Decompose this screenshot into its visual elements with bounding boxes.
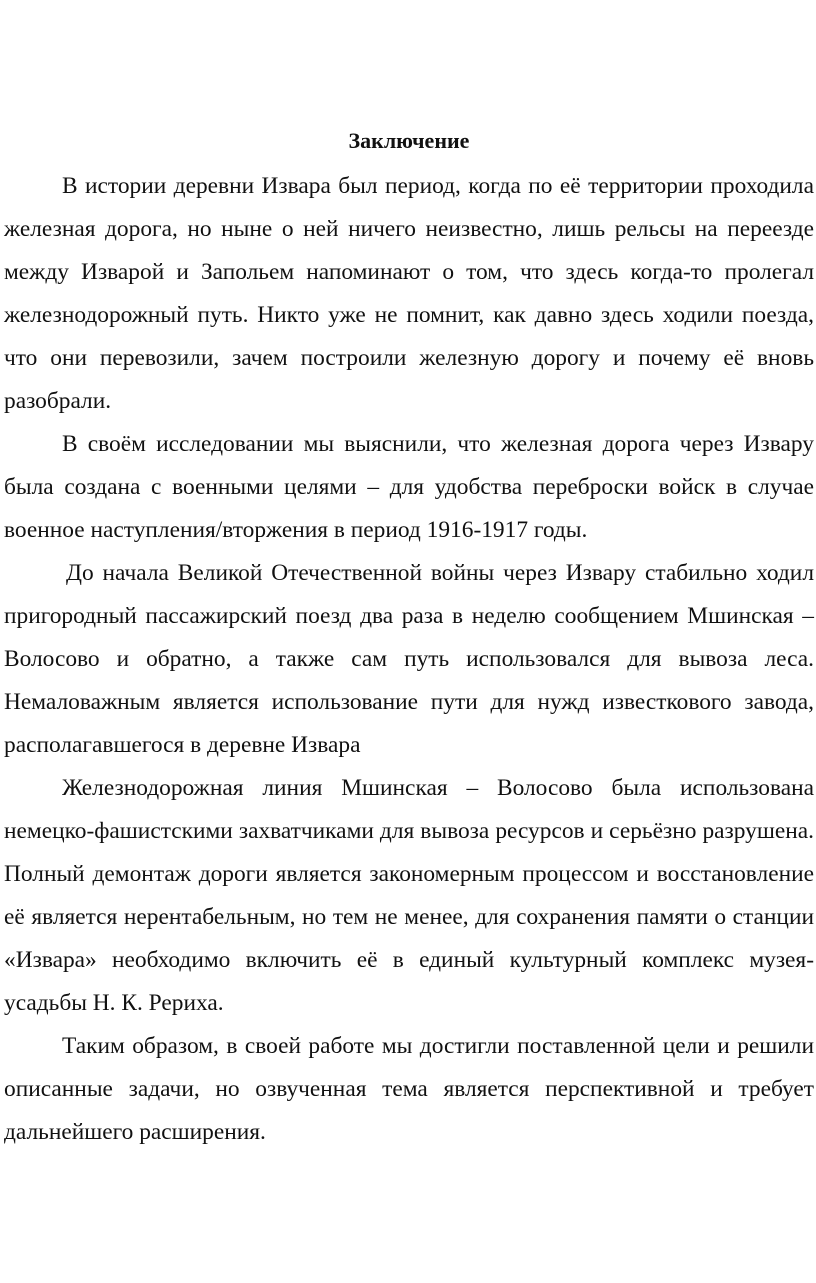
paragraph-5: Таким образом, в своей работе мы достигли поставленной цели и решили описанные задачи, но озвученная тема является перспективной и требует дальнейшего расширения. bbox=[4, 1033, 814, 1145]
paragraph-2: В своём исследовании мы выяснили, что железная дорога через Извару была создана с военными целями – для удобства переброски войск в случае военное наступления/вторжения в период 1916-1917 годы. bbox=[4, 431, 814, 543]
paragraph-1: В истории деревни Извара был период, когда по её территории проходила железная дорога, но ныне о ней ничего неизвестно, лишь рельсы на переезде между Изварой и Запольем напоминают о том, что здесь когда-то пролегал железнодорожный путь. Никто уже не помнит, как давно здесь ходили поезда, что они перевозили, зачем построили железную дорогу и почему её вновь разобрали. bbox=[4, 173, 814, 414]
paragraph-3: До начала Великой Отечественной войны через Извару стабильно ходил пригородный пассажирский поезд два раза в неделю сообщением Мшинская – Волосово и обратно, а также сам путь использовался для вывоза леса. Немаловажным является использование пути для нужд известкового завода, располагавшегося в деревне Извара bbox=[4, 560, 814, 758]
paragraph-4: Железнодорожная линия Мшинская – Волосово была использована немецко-фашистскими захватчиками для вывоза ресурсов и серьёзно разрушена. Полный демонтаж дороги является закономерным процессом и восстановление её является нерентабельным, но тем не менее, для сохранения памяти о станции «Извара» необходимо включить её в единый культурный комплекс музея-усадьбы Н. К. Рериха. bbox=[4, 775, 814, 1016]
page-title: Заключение bbox=[348, 128, 470, 153]
document-page bbox=[4, 0, 814, 1283]
